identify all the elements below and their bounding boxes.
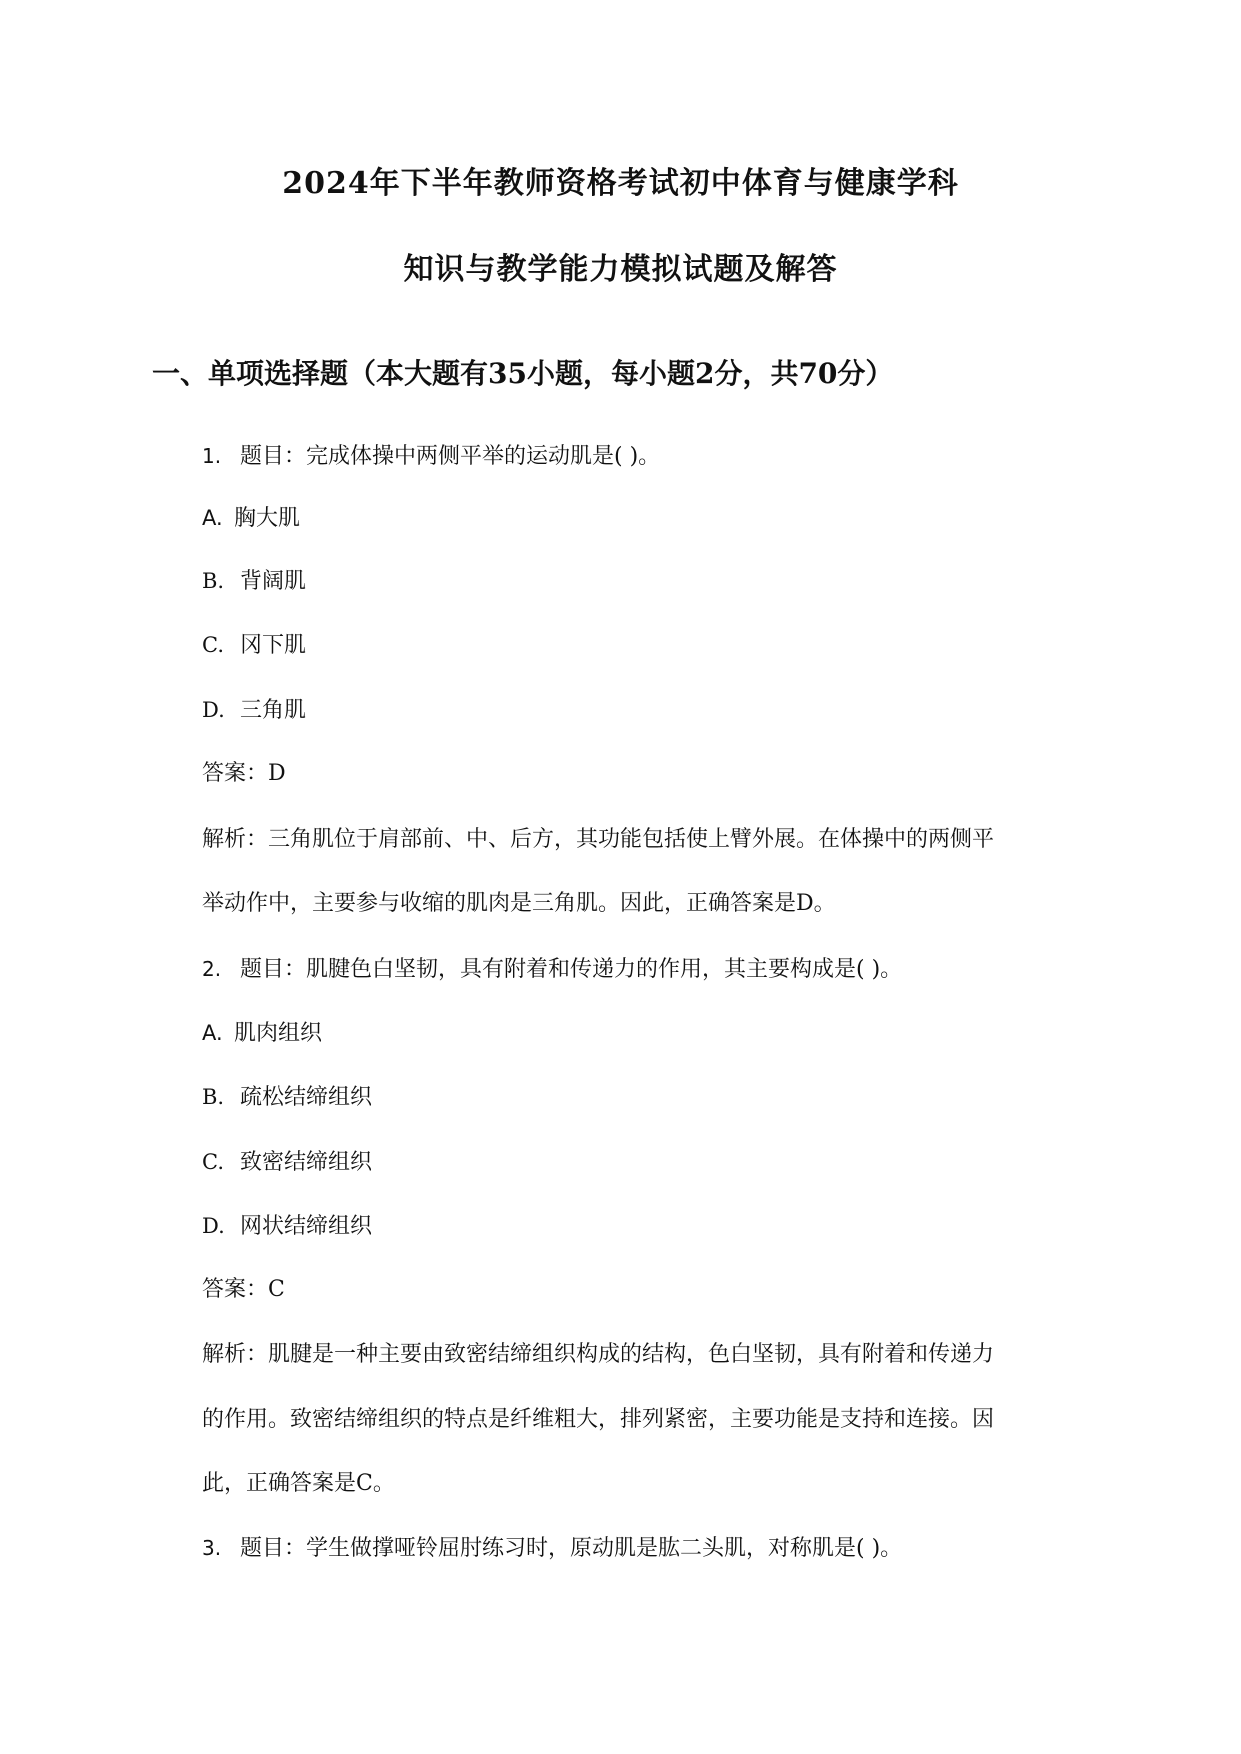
option-letter: C. [202, 633, 224, 657]
question-text: 题目：肌腱色白坚韧，具有附着和传递力的作用，其主要构成是( )。 [240, 957, 903, 982]
option-text: 冈下肌 [240, 633, 307, 658]
question-1-option-d [202, 696, 306, 725]
option-text: 三角肌 [240, 698, 307, 723]
question-2-option-c [202, 1148, 372, 1177]
question-3-stem [202, 1534, 902, 1563]
option-letter: B. [202, 569, 225, 593]
option-letter: C. [202, 1150, 224, 1174]
option-letter: A. [202, 506, 223, 530]
question-text: 题目：完成体操中两侧平举的运动肌是( )。 [240, 444, 661, 469]
document-title-line-1: 2024年下半年教师资格考试初中体育与健康学科 [282, 166, 959, 201]
question-2-option-a [202, 1019, 322, 1048]
option-letter: D. [202, 698, 225, 722]
option-letter: D. [202, 1214, 225, 1238]
option-letter: A. [202, 1021, 223, 1045]
question-2-answer: 答案：C [202, 1277, 285, 1302]
option-text: 肌肉组织 [234, 1021, 323, 1046]
option-text: 疏松结缔组织 [240, 1085, 373, 1110]
option-text: 致密结缔组织 [240, 1150, 373, 1175]
question-number: 3. [202, 1536, 222, 1560]
section-heading: 一、单项选择题（本大题有35小题，每小题2分，共70分） [152, 357, 894, 390]
question-1-analysis-line-1: 解析：三角肌位于肩部前、中、后方，其功能包括使上臂外展。在体操中的两侧平 [202, 827, 995, 852]
question-2-analysis-line-3: 此，正确答案是C。 [202, 1471, 395, 1496]
question-1-option-c [202, 631, 306, 660]
option-letter: B. [202, 1085, 225, 1109]
question-1-stem [202, 442, 660, 471]
option-text: 网状结缔组织 [240, 1214, 373, 1239]
question-2-stem [202, 955, 902, 984]
question-number: 1. [202, 444, 222, 468]
question-1-answer: 答案：D [202, 761, 286, 786]
question-number: 2. [202, 957, 222, 981]
option-text: 胸大肌 [234, 506, 301, 531]
question-2-option-d [202, 1212, 372, 1241]
question-2-analysis-line-2: 的作用。致密结缔组织的特点是纤维粗大，排列紧密，主要功能是支持和连接。因 [202, 1407, 995, 1432]
question-1-option-a [202, 504, 300, 533]
question-2-analysis-line-1: 解析：肌腱是一种主要由致密结缔组织构成的结构，色白坚韧，具有附着和传递力 [202, 1342, 995, 1367]
question-1-analysis-line-2: 举动作中，主要参与收缩的肌肉是三角肌。因此，正确答案是D。 [202, 891, 836, 916]
question-2-option-b [202, 1083, 372, 1112]
question-text: 题目：学生做撑哑铃屈肘练习时，原动肌是肱二头肌，对称肌是( )。 [240, 1536, 903, 1561]
document-title-line-2: 知识与教学能力模拟试题及解答 [403, 252, 838, 287]
question-1-option-b [202, 567, 306, 596]
option-text: 背阔肌 [240, 569, 307, 594]
